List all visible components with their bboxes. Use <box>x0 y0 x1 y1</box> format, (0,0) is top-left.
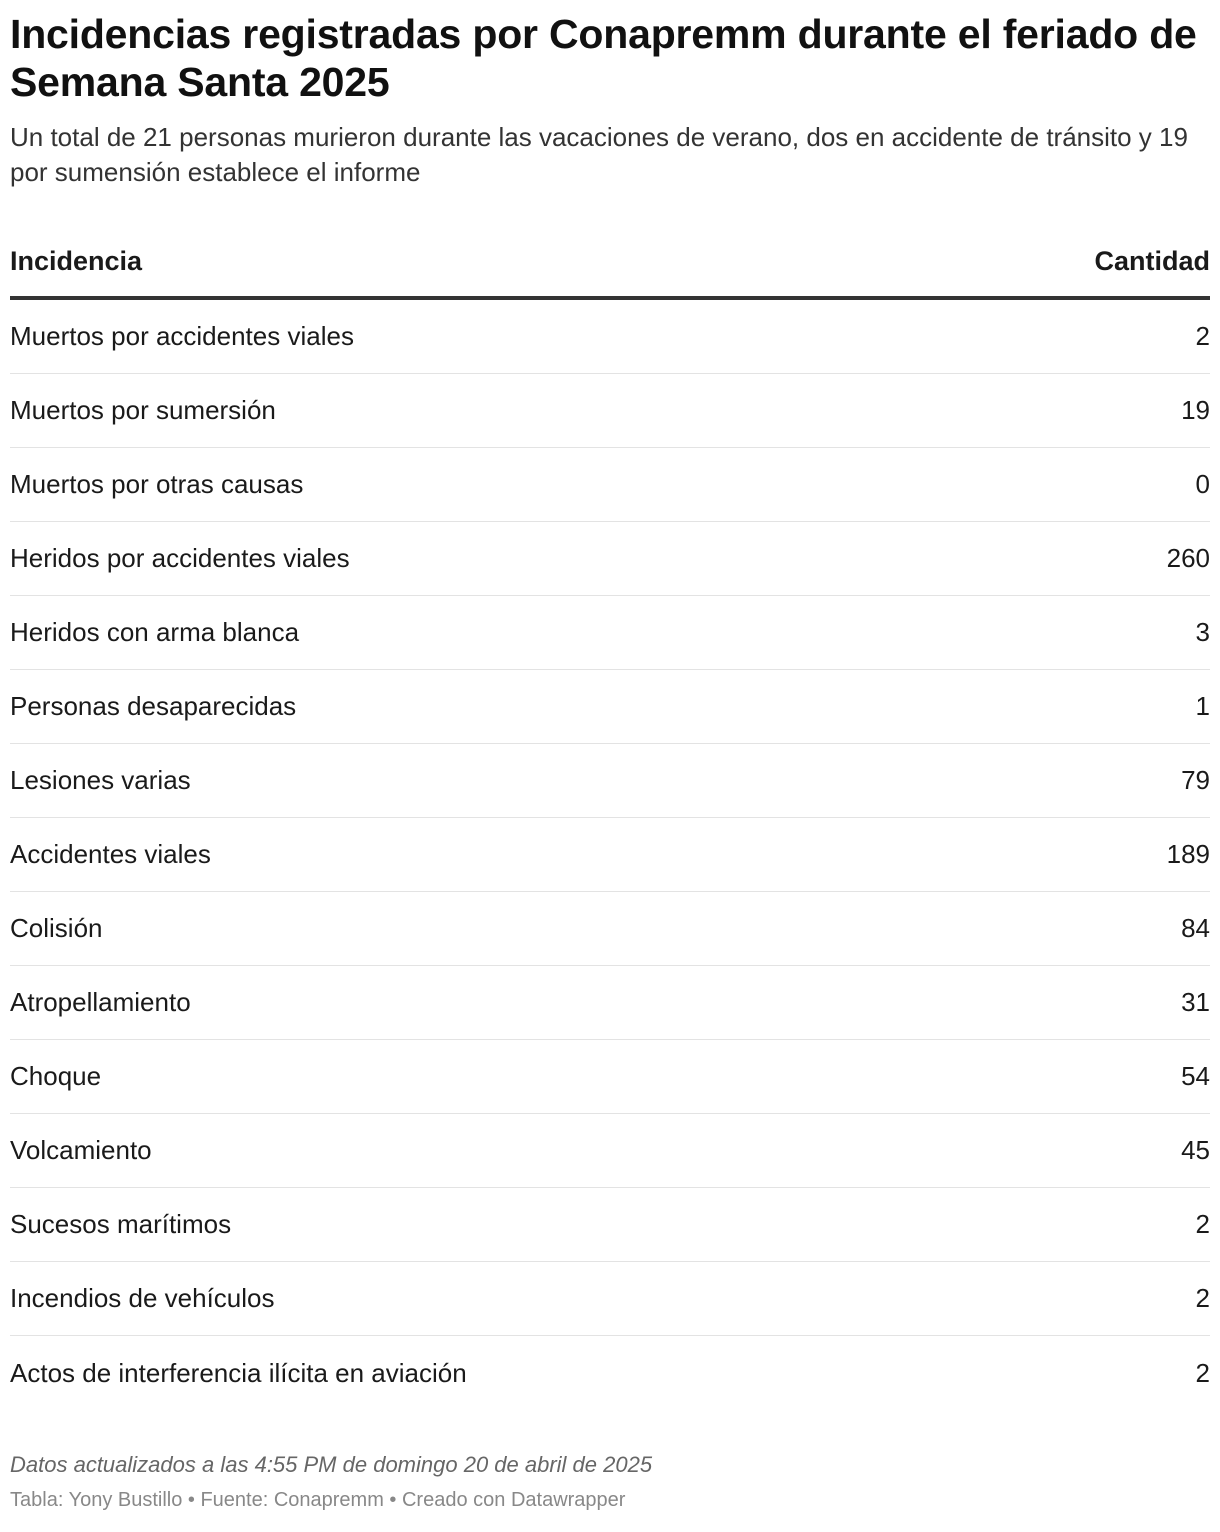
row-label: Choque <box>10 1061 102 1091</box>
row-value: 189 <box>1166 839 1210 869</box>
row-value: 84 <box>1181 913 1210 943</box>
row-label: Sucesos marítimos <box>10 1209 232 1239</box>
table-row <box>10 670 1210 744</box>
table-row <box>10 522 1210 596</box>
row-value: 31 <box>1181 987 1210 1017</box>
table-notes: Datos actualizados a las 4:55 PM de domingo 20 de abril de 2025 <box>10 1452 653 1477</box>
row-label: Muertos por otras causas <box>10 469 304 499</box>
row-value: 19 <box>1181 395 1210 425</box>
column-header-incidencia[interactable]: Incidencia <box>10 245 143 276</box>
chart-subtitle: Un total de 21 personas murieron durante las vacaciones de verano, dos en accidente de tránsito y 19 por sumensión establece el informe <box>10 122 1188 187</box>
row-value: 260 <box>1166 543 1210 573</box>
table-row <box>10 1336 1210 1410</box>
table-byline: Tabla: Yony Bustillo • Fuente: Conapremm • Creado con Datawrapper <box>10 1489 626 1511</box>
row-label: Muertos por sumersión <box>10 395 276 425</box>
row-label: Lesiones varias <box>10 765 191 795</box>
table-row <box>10 966 1210 1040</box>
table-row <box>10 596 1210 670</box>
row-value: 45 <box>1181 1135 1210 1165</box>
row-label: Heridos por accidentes viales <box>10 543 350 573</box>
data-table <box>10 234 1210 1410</box>
row-label: Actos de interferencia ilícita en aviación <box>10 1357 467 1388</box>
row-value: 54 <box>1181 1061 1210 1091</box>
row-label: Atropellamiento <box>10 987 191 1017</box>
table-row <box>10 1262 1210 1336</box>
table-row <box>10 374 1210 448</box>
column-header-cantidad[interactable]: Cantidad <box>1094 245 1210 276</box>
table-row <box>10 448 1210 522</box>
row-label: Heridos con arma blanca <box>10 617 300 647</box>
table-row <box>10 744 1210 818</box>
table-row <box>10 892 1210 966</box>
table-row <box>10 300 1210 374</box>
row-value: 2 <box>1195 1209 1210 1239</box>
table-row <box>10 1114 1210 1188</box>
chart-title: Incidencias registradas por Conapremm durante el feriado de Semana Santa 2025 <box>10 11 1197 105</box>
row-value: 79 <box>1181 765 1210 795</box>
table-row <box>10 1040 1210 1114</box>
table-header <box>10 234 1210 300</box>
row-label: Personas desaparecidas <box>10 691 297 721</box>
row-value: 2 <box>1195 321 1210 351</box>
table-row <box>10 1188 1210 1262</box>
row-label: Muertos por accidentes viales <box>10 321 354 351</box>
table-row <box>10 818 1210 892</box>
table-body <box>10 300 1210 1410</box>
row-label: Accidentes viales <box>10 839 211 869</box>
row-label: Colisión <box>10 913 103 943</box>
row-value: 0 <box>1195 469 1210 499</box>
row-value: 3 <box>1195 617 1210 647</box>
row-label: Incendios de vehículos <box>10 1283 275 1313</box>
row-value: 2 <box>1195 1357 1210 1388</box>
row-label: Volcamiento <box>10 1135 152 1165</box>
table-chart <box>10 0 1210 1513</box>
row-value: 2 <box>1195 1283 1210 1313</box>
row-value: 1 <box>1195 691 1210 721</box>
